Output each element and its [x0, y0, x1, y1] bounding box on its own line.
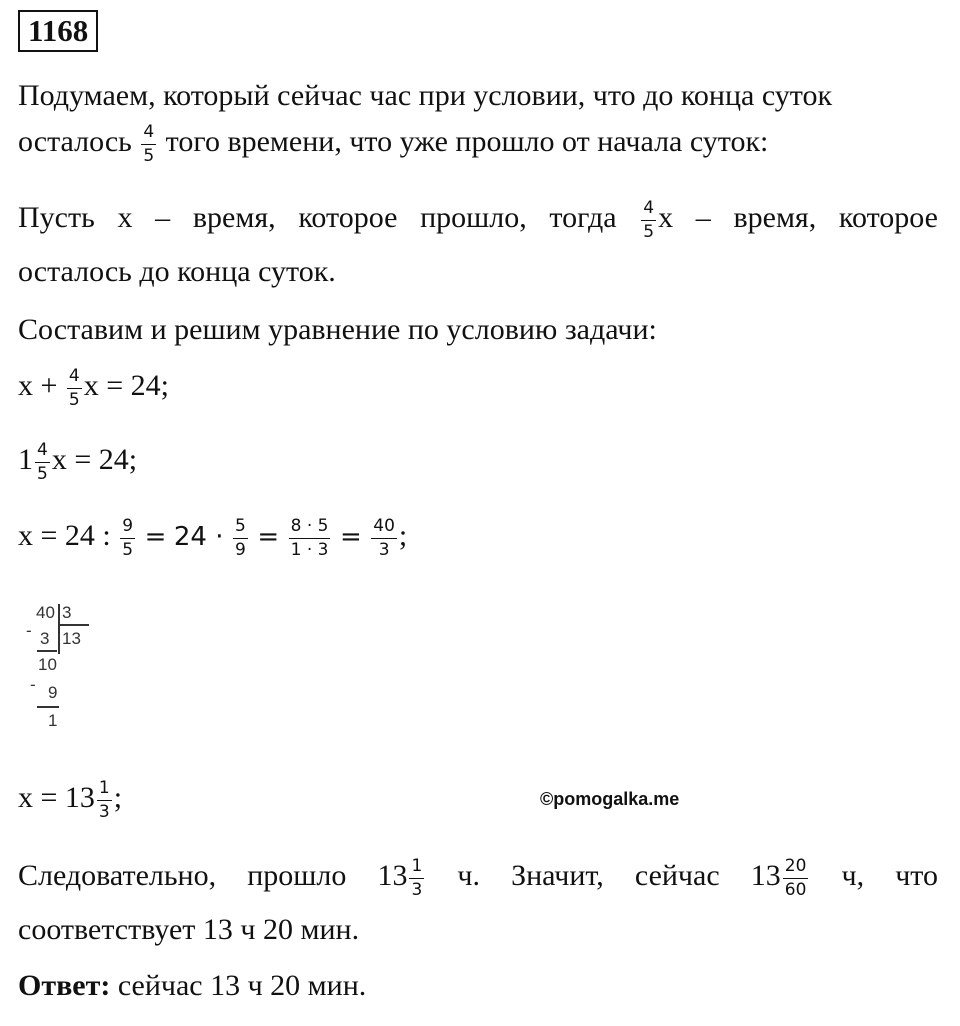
conclusion-line-1: Следовательно, прошло 13 $\frac{1}{3}$ ч. Значит, сейчас 13 $\frac{20}{60}$ ч, что	[18, 855, 939, 900]
watermark: ©pomogalka.me	[540, 789, 680, 809]
divisor: 3	[62, 603, 72, 622]
let-text-post: x – время, которое	[658, 201, 938, 234]
equation-3: x = 24 : $\frac{9}{5}$ = 24 · $\frac{5}{9}$ = $\frac{8 \cdot 5}{1 \cdot 3}$ = $\frac{40}{3}$ ;	[18, 515, 408, 560]
fraction-one-third: $\frac{1}{3}$	[98, 777, 110, 822]
problem-number: 1168	[18, 10, 98, 52]
fraction-one-third: $\frac{1}{3}$	[411, 855, 423, 900]
equation-2: 1 $\frac{4}{5}$ x = 24;	[18, 439, 138, 484]
compose-line: Составим и решим уравнение по условию задачи:	[18, 313, 657, 346]
fraction-forty-thirds: $\frac{40}{3}$	[373, 515, 395, 560]
answer-line	[18, 966, 366, 1005]
fraction-four-fifths: $\frac{4}{5}$	[143, 121, 155, 166]
result-line: x = 13 $\frac{1}{3}$ ;	[18, 777, 123, 822]
fraction-four-fifths: $\frac{4}{5}$	[37, 439, 48, 484]
intro-text-pre: осталось	[18, 125, 132, 158]
minus-sign: -	[26, 621, 32, 640]
conclusion-line-2: соответствует 13 ч 20 мин.	[18, 913, 360, 946]
let-line-2: осталось до конца суток.	[18, 255, 336, 288]
let-line-1	[18, 198, 938, 241]
equation-1: x + $\frac{4}{5}$ x = 24;	[18, 365, 170, 410]
long-division	[28, 602, 108, 742]
remainder-2: 1	[48, 711, 58, 730]
fraction-four-fifths: $\frac{4}{5}$	[643, 197, 655, 242]
fraction-four-fifths: $\frac{4}{5}$	[68, 365, 80, 410]
subtrahend-1: 3	[40, 629, 50, 648]
answer-text: сейчас 13 ч 20 мин.	[117, 969, 367, 1002]
fraction-nine-fifths: $\frac{9}{5}$	[122, 515, 134, 560]
intro-text-post: того времени, что уже прошло от начала суток:	[165, 125, 769, 158]
fraction-twenty-sixtieths: $\frac{20}{60}$	[784, 855, 807, 900]
dividend: 40	[36, 603, 55, 622]
minus-sign: -	[30, 675, 36, 694]
quotient: 13	[62, 629, 81, 648]
let-text-pre: Пусть x – время, которое прошло, тогда	[18, 201, 617, 234]
intro-line-1: Подумаем, который сейчас час при условии, что до конца суток	[18, 79, 833, 112]
remainder-1: 10	[38, 655, 57, 674]
intro-line-2	[18, 122, 768, 165]
fraction-five-ninths: $\frac{5}{9}$	[235, 515, 246, 560]
fraction-product: $\frac{8 \cdot 5}{1 \cdot 3}$	[290, 515, 329, 560]
subtrahend-2: 9	[48, 683, 58, 702]
answer-label: Ответ:	[18, 969, 111, 1002]
